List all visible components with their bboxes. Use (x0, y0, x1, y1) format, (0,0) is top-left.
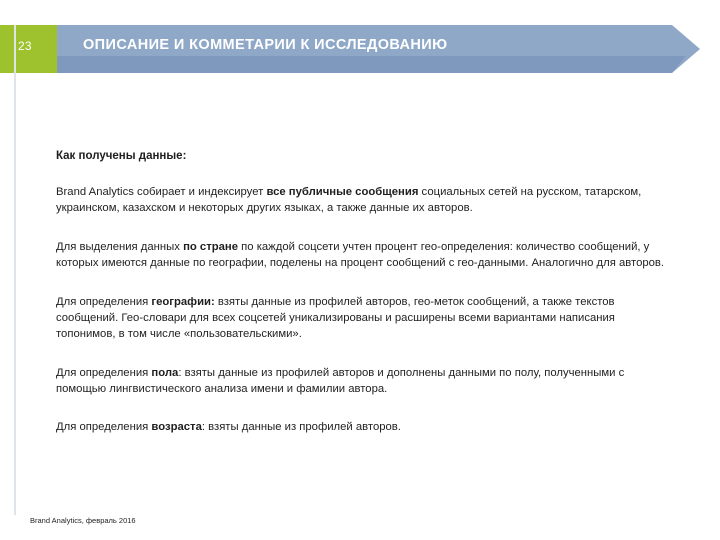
slide-body (56, 150, 672, 458)
header-ribbon-shadow-shape (0, 56, 700, 73)
body-text: Для выделения данных (56, 240, 184, 253)
footer-credit: Brand Analytics, февраль 2016 (30, 516, 136, 525)
body-text: Для определения (56, 295, 152, 308)
emphasis-text: пола (151, 366, 179, 379)
body-text: Для определения (56, 421, 152, 434)
body-text: по каждой соцсети учтен процент гео-определения: количество сообщений, у которых имеются данные по географии, поделены на процент сообщений с гео-данными. Аналогично для авторов. (56, 240, 665, 270)
body-text: социальных сетей на русском, татарском, украинском, казахском и некоторых других языках, а также данные их авторов. (56, 186, 642, 215)
body-paragraph (56, 239, 672, 272)
emphasis-text: все публичные сообщения (266, 186, 419, 198)
emphasis-text: географии: (151, 295, 215, 308)
body-paragraph-list (56, 184, 672, 436)
body-text: : взяты данные из профилей авторов и дополнены данными по полу, полученными с помощью лингвистического анализа имени и фамилии автора. (56, 366, 625, 395)
page-title: ОПИСАНИЕ И КОММЕТАРИИ К ИССЛЕДОВАНИЮ (83, 37, 448, 53)
body-text: Для определения (56, 366, 152, 379)
body-lead: Как получены данные: (56, 150, 187, 162)
emphasis-text: по стране (183, 240, 239, 253)
slide-header (0, 25, 720, 73)
body-text: Brand Analytics собирает и индексирует (56, 186, 267, 198)
body-text: : взяты данные из профилей авторов. (201, 421, 401, 434)
slide-number: 23 (18, 39, 32, 53)
body-paragraph (56, 294, 672, 343)
body-paragraph (56, 419, 672, 435)
body-paragraph (56, 365, 672, 398)
body-paragraph (56, 184, 672, 217)
body-text: взяты данные из профилей авторов, гео-меток сообщений, а также текстов сообщений. Гео-словари для всех соцсетей уникализированы и расширены всеми вариантами написания топонимов, в том числе «пользовательскими». (56, 295, 615, 341)
emphasis-text: возраста (151, 421, 202, 434)
left-accent-divider (14, 25, 16, 515)
